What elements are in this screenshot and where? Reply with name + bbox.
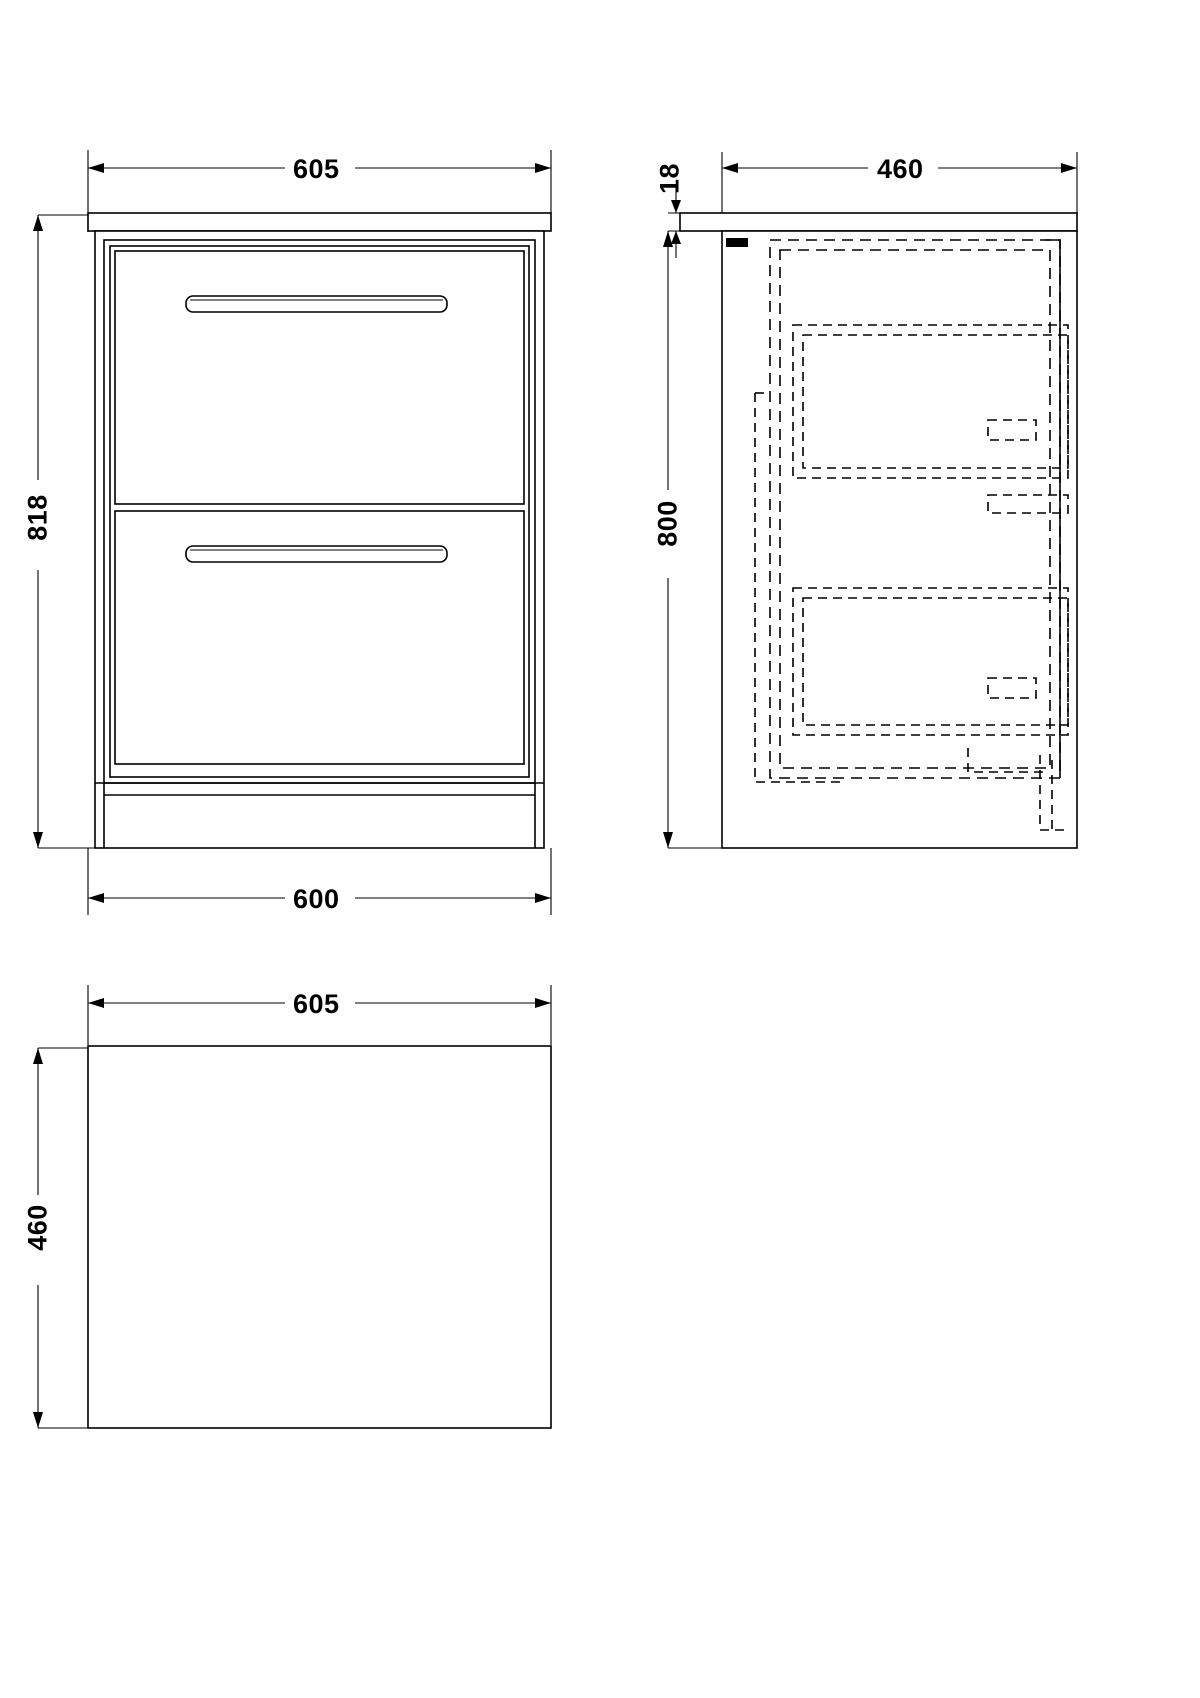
dimension-front-height: 818 [22,494,53,541]
plan-view [33,985,551,1428]
dimension-front-top-width: 605 [293,154,340,184]
dimension-plan-depth: 460 [22,1204,53,1251]
dimension-plan-width: 605 [293,989,340,1019]
dimension-front-base-width: 600 [293,884,340,914]
dimension-side-depth: 460 [877,154,924,184]
side-elevation-view [663,152,1077,848]
dimension-side-height: 800 [652,500,683,547]
front-elevation-view [33,150,551,915]
dimension-side-worktop-thickness: 18 [654,162,685,195]
